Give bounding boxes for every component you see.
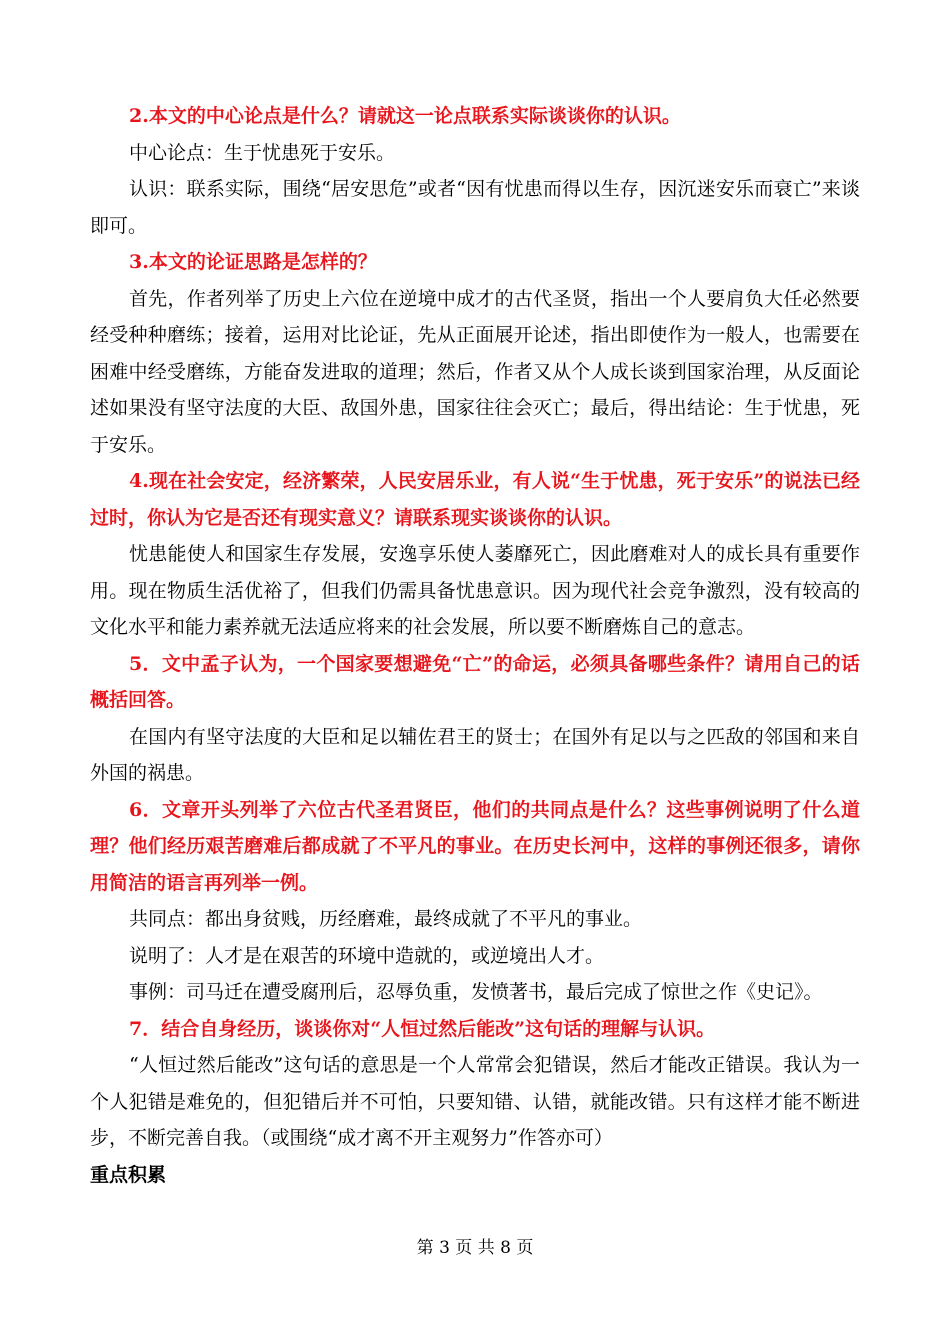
question-3: 3.本文的论证思路是怎样的？ [129,251,377,273]
page-number-footer: 第 3 页 共 8 页 [416,1238,534,1258]
answer-paragraph: 事例：司马迁在遭受腐刑后，忍辱负重，发愤著书，最后完成了惊世之作《史记》。 [129,981,823,1003]
question-7: 7．结合自身经历，谈谈你对“人恒过然后能改”这句话的理解与认识。 [129,1017,716,1040]
answer-paragraph: 认识：联系实际，围绕“居安思危”或者“因有忧患而得以生存，因沉迷安乐而衰亡”来谈即可。 [90,178,860,237]
answer-paragraph: 忧患能使人和国家生存发展，安逸享乐使人萎靡死亡，因此磨难对人的成长具有重要作用。现在物质生活优裕了，但我们仍需具备忧患意识。因为现代社会竞争激烈，没有较高的文化水平和能力素养就无法适应将来的社会发展，所以要不断磨炼自己的意志。 [90,543,860,638]
section-heading: 重点积累 [90,1163,167,1186]
document-body [90,98,860,1193]
question-4: 4.现在社会安定，经济繁荣，人民安居乐业，有人说“生于忧患，死于安乐”的说法已经过时，你认为它是否还有现实意义？请联系现实谈谈你的认识。 [90,470,860,529]
question-6: 6．文章开头列举了六位古代圣君贤臣，他们的共同点是什么？这些事例说明了什么道理？他们经历艰苦磨难后都成就了不平凡的事业。在历史长河中，这样的事例还很多，请你用简洁的语言再列举一例。 [90,798,860,894]
question-2: 2.本文的中心论点是什么？请就这一论点联系实际谈谈你的认识。 [129,105,681,127]
answer-paragraph: 共同点：都出身贫贱，历经磨难，最终成就了不平凡的事业。 [129,908,643,930]
answer-paragraph: 中心论点：生于忧患死于安乐。 [129,141,396,164]
answer-paragraph: 说明了：人才是在艰苦的环境中造就的，或逆境出人才。 [129,944,605,967]
answer-paragraph: 在国内有坚守法度的大臣和足以辅佐君王的贤士；在国外有足以与之匹敌的邻国和来自外国的祸患。 [90,725,860,784]
answer-paragraph: 首先，作者列举了历史上六位在逆境中成才的古代圣贤，指出一个人要肩负大任必然要经受种种磨练；接着，运用对比论证，先从正面展开论述，指出即使作为一般人，也需要在困难中经受磨练，方能奋发进取的道理；然后，作者又从个人成长谈到国家治理，从反面论述如果没有坚守法度的大臣、敌国外患，国家往往会灭亡；最后，得出结论：生于忧患，死于安乐。 [90,287,860,456]
question-5: 5．文中孟子认为，一个国家要想避免“亡”的命运，必须具备哪些条件？请用自己的话概括回答。 [90,652,860,711]
answer-paragraph: “人恒过然后能改”这句话的意思是一个人常常会犯错误，然后才能改正错误。我认为一个人犯错是难免的，但犯错后并不可怕，只要知错、认错，就能改错。只有这样才能不断进步，不断完善自我。（或围绕“成才离不开主观努力”作答亦可） [90,1054,860,1149]
